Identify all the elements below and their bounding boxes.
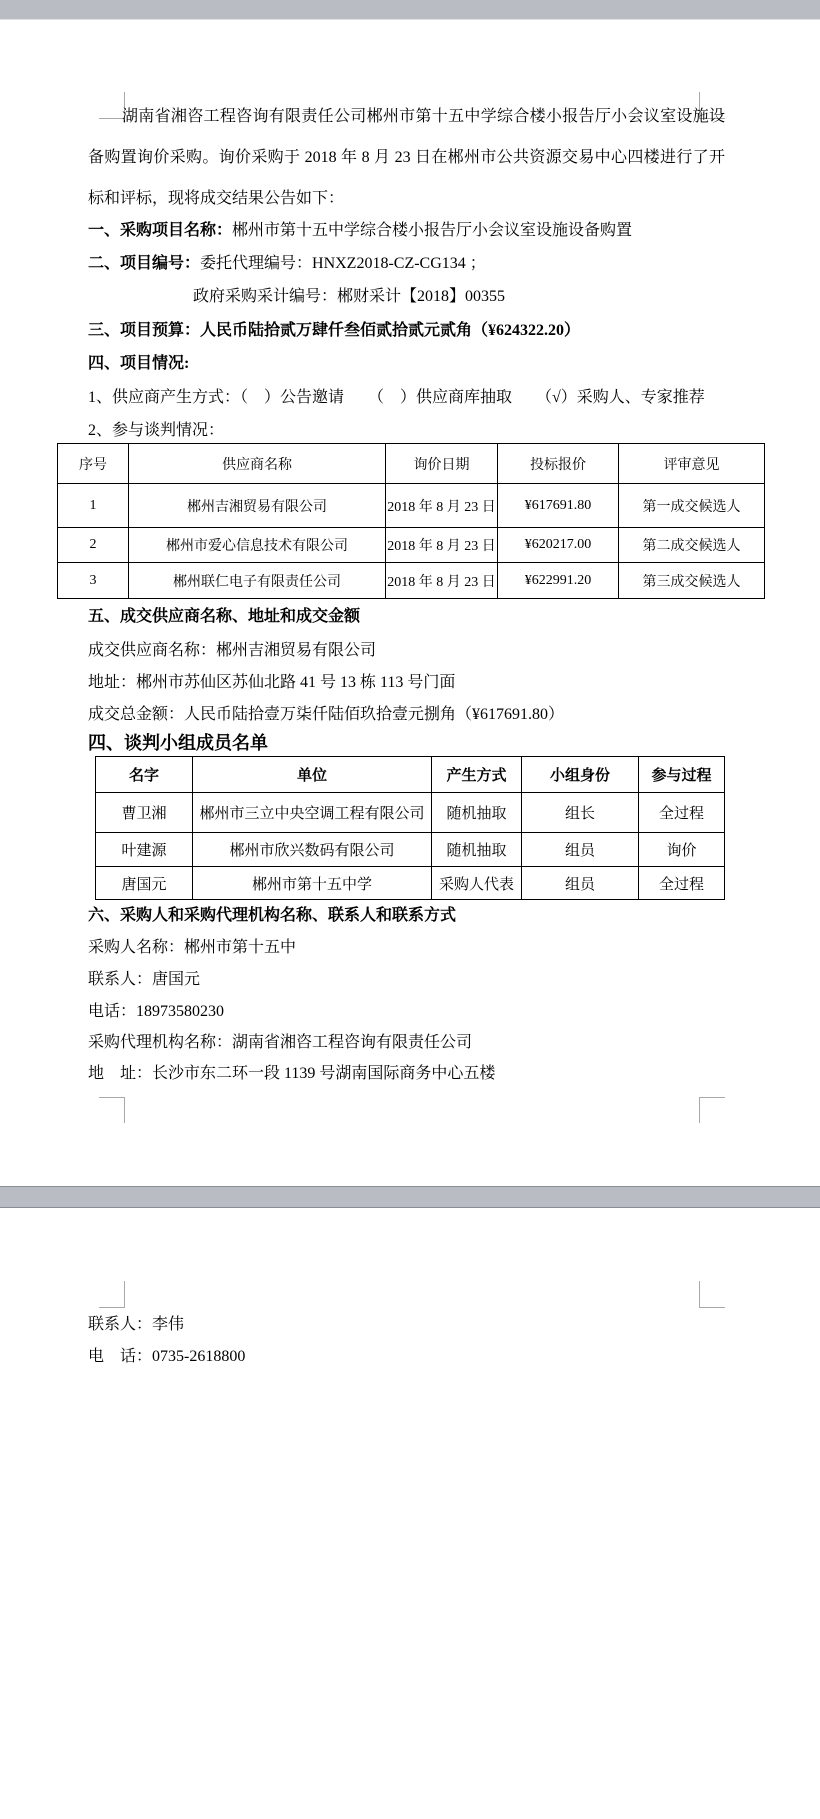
cell-name: 唐国元 [96, 867, 193, 900]
cell-method: 随机抽取 [432, 793, 522, 833]
table-header-row [58, 444, 765, 484]
negotiation-participation-line: 2、参与谈判情况： [88, 422, 225, 439]
cell-participation: 全过程 [639, 793, 725, 833]
cell-method: 采购人代表 [432, 867, 522, 900]
crop-mark-bottom-left-vertical [124, 1097, 125, 1123]
crop-mark-top-left-vertical [124, 1281, 125, 1307]
cell-role: 组员 [522, 833, 639, 867]
agency-contact-line: 联系人：李伟 [88, 1316, 185, 1333]
header-unit: 单位 [193, 757, 432, 793]
intro-paragraph: 湖南省湘咨工程咨询有限责任公司郴州市第十五中学综合楼小报告厅小会议室设施设备购置询价采购。询价采购于 2018 年 8 月 23 日在郴州市公共资源交易中心四楼进行了开标和评标，现将成交结果公告如下： [88, 108, 725, 207]
cell-opinion: 第三成交候选人 [619, 563, 765, 599]
cell-price: ¥617691.80 [498, 484, 619, 528]
cell-supplier: 郴州吉湘贸易有限公司 [129, 484, 386, 528]
cell-price: ¥622991.20 [498, 563, 619, 599]
section-1-label: 一、采购项目名称： [88, 222, 233, 239]
agency-phone-line: 电 话：0735-2618800 [88, 1348, 246, 1365]
buyer-phone-line: 电话：18973580230 [88, 1003, 225, 1020]
negotiation-team-table [95, 756, 725, 900]
supplier-quotes-table [57, 443, 765, 599]
cell-role: 组员 [522, 867, 639, 900]
table-header-row [96, 757, 725, 793]
section-1-project-name [88, 221, 632, 241]
agency-address-line: 地 址：长沙市东二环一段 1139 号湖南国际商务中心五楼 [88, 1065, 496, 1082]
cell-method: 随机抽取 [432, 833, 522, 867]
page-separator [0, 1186, 820, 1208]
winner-amount-line: 成交总金额：人民币陆拾壹万柒仟陆佰玖拾壹元捌角（¥617691.80） [88, 706, 565, 723]
table-row [96, 833, 725, 867]
cell-supplier: 郴州联仁电子有限责任公司 [129, 563, 386, 599]
header-supplier: 供应商名称 [129, 444, 386, 484]
header-inquiry-date: 询价日期 [386, 444, 498, 484]
cell-supplier: 郴州市爱心信息技术有限公司 [129, 528, 386, 563]
table-row [58, 528, 765, 563]
cell-opinion: 第一成交候选人 [619, 484, 765, 528]
table-row [58, 484, 765, 528]
cell-name: 叶建源 [96, 833, 193, 867]
buyer-name-line: 采购人名称：郴州市第十五中 [88, 939, 297, 956]
section-3-budget [88, 321, 580, 341]
section-2-value: 委托代理编号：HNXZ2018-CZ-CG134 ； [200, 255, 486, 272]
cell-date: 2018 年 8 月 23 日 [386, 563, 498, 599]
supplier-source-line: 1、供应商产生方式：（ ）公告邀请 （ ）供应商库抽取 （√）采购人、专家推荐 [88, 389, 705, 406]
header-name: 名字 [96, 757, 193, 793]
cell-date: 2018 年 8 月 23 日 [386, 528, 498, 563]
cell-unit: 郴州市欣兴数码有限公司 [193, 833, 432, 867]
crop-mark-top-left-horizontal [99, 1307, 125, 1308]
crop-mark-bottom-left-horizontal [99, 1097, 125, 1098]
header-review-opinion: 评审意见 [619, 444, 765, 484]
cell-unit: 郴州市第十五中学 [193, 867, 432, 900]
section-6-heading: 六、采购人和采购代理机构名称、联系人和联系方式 [88, 907, 457, 924]
top-window-gutter [0, 0, 820, 20]
section-2-label: 二、项目编号： [88, 255, 201, 272]
section-3-label: 三、项目预算： [88, 322, 201, 339]
section-1-value: 郴州市第十五中学综合楼小报告厅小会议室设施设备购置 [232, 222, 633, 239]
cell-opinion: 第二成交候选人 [619, 528, 765, 563]
cell-participation: 全过程 [639, 867, 725, 900]
section-5-heading: 五、成交供应商名称、地址和成交金额 [88, 608, 361, 625]
section-2-gov-number: 政府采购采计编号：郴财采计【2018】00355 [193, 288, 506, 305]
cell-unit: 郴州市三立中央空调工程有限公司 [193, 793, 432, 833]
winner-name-line: 成交供应商名称：郴州吉湘贸易有限公司 [88, 642, 377, 659]
crop-mark-top-right-vertical [699, 1281, 700, 1307]
crop-mark-bottom-right-horizontal [699, 1097, 725, 1098]
agency-name-line: 采购代理机构名称：湖南省湘咨工程咨询有限责任公司 [88, 1034, 473, 1051]
buyer-contact-line: 联系人：唐国元 [88, 971, 201, 988]
crop-mark-top-right-horizontal [699, 1307, 725, 1308]
section-4-heading: 四、项目情况: [88, 355, 190, 372]
cell-name: 曹卫湘 [96, 793, 193, 833]
section-2-project-number [88, 254, 486, 274]
header-bid-price: 投标报价 [498, 444, 619, 484]
cell-participation: 询价 [639, 833, 725, 867]
cell-seq: 3 [58, 563, 129, 599]
table-row [58, 563, 765, 599]
cell-role: 组长 [522, 793, 639, 833]
header-group-role: 小组身份 [522, 757, 639, 793]
cell-date: 2018 年 8 月 23 日 [386, 484, 498, 528]
header-selection-method: 产生方式 [432, 757, 522, 793]
cell-price: ¥620217.00 [498, 528, 619, 563]
header-seq: 序号 [58, 444, 129, 484]
table-row [96, 867, 725, 900]
table-row [96, 793, 725, 833]
winner-address-line: 地址：郴州市苏仙区苏仙北路 41 号 13 栋 113 号门面 [88, 674, 456, 691]
crop-mark-bottom-right-vertical [699, 1097, 700, 1123]
cell-seq: 1 [58, 484, 129, 528]
cell-seq: 2 [58, 528, 129, 563]
section-3-value: 人民币陆拾贰万肆仟叁佰贰拾贰元贰角（¥624322.20） [200, 322, 581, 339]
negotiation-team-heading: 四、谈判小组成员名单 [88, 733, 268, 753]
header-participation: 参与过程 [639, 757, 725, 793]
